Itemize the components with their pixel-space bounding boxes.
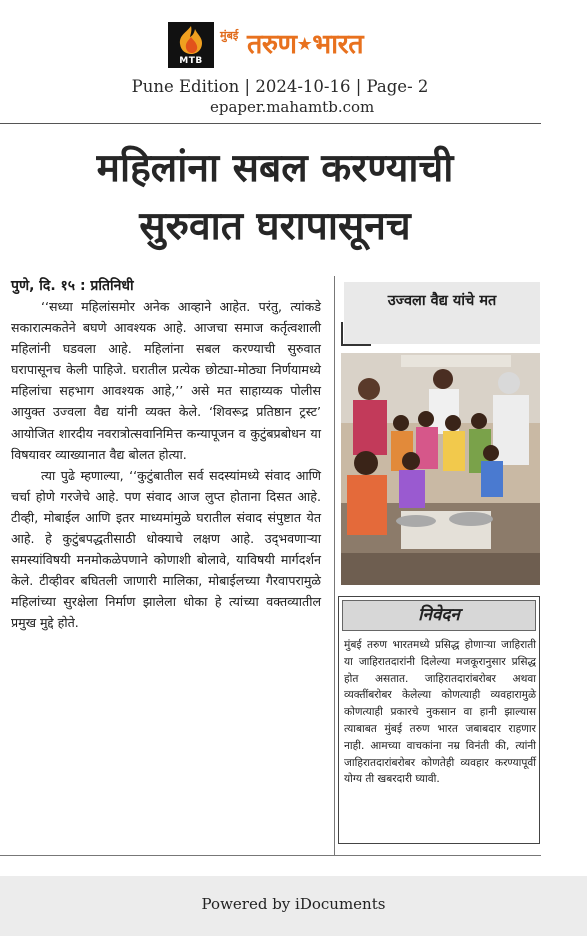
edition-info: Pune Edition | 2024-10-16 | Page- 2 — [131, 77, 429, 96]
photo-caption: उज्वला वैद्य यांचे मत — [344, 282, 540, 344]
logo-prefix: मुंबई — [220, 29, 239, 42]
article-paragraph-2: त्या पुढे म्हणाल्या, ‘‘कुटुंबातील सर्व सदस्यांमध्ये संवाद आणि चर्चा होणे गरजेचे आहे. पण संवाद आज लुप्त होताना दिसत आहे. टीव्ही, मोबाईल आणि इतर माध्यमांमुळे घरातील संवाद संपुष्टात येत आहे. हे कुटुंबपद्धतीसाठी धोक्याचे लक्षण आहे. उद्‌भवणाऱ्या समस्यांविषयी मनमोकळेपणाने कोणाशी बोलावे, याविषयी मार्गदर्शन केले. टीव्हीवर बघितली जाणारी मालिका, मोबाईलच्या गैरवापरामुळे महिलांच्या सुरक्षेला निर्माण झालेला धोका हे त्यांच्या वक्तव्यातील प्रमुख मुद्दे होते. — [11, 467, 321, 631]
newspaper-name-part2: भारत — [312, 29, 364, 60]
event-photo — [341, 353, 540, 585]
flame-icon — [174, 25, 208, 55]
powered-by-link[interactable]: Powered by iDocuments — [201, 895, 386, 913]
article-headline — [0, 140, 550, 256]
column-divider — [334, 276, 335, 856]
notice-box — [338, 596, 540, 844]
article-body — [11, 276, 321, 634]
footer — [0, 876, 587, 936]
header-divider — [0, 123, 541, 124]
notice-body: मुंबई तरुण भारतमध्ये प्रसिद्ध होणाऱ्या जाहिराती या जाहिरातदारांनी दिलेल्या मजकूरानुसार प्रसिद्ध होत असतात. जाहिरातदारांबरोबर अथवा व्यक्तींबरोबर केलेल्या कोणत्याही व्यवहारामुळे कोणत्याही प्रकारचे नुकसान वा हानी झाल्यास त्याबाबत मुंबई तरुण भारत जबाबदार राहणार नाही. आमच्या वाचकांना नम्र विनंती की, त्यांनी जाहिरातदारांबरोबर कोणतेही व्यवहार करण्यापूर्वी योग्य ती खबरदारी घ्यावी. — [344, 639, 536, 786]
star-icon: ★ — [296, 34, 313, 55]
mtb-logo — [168, 22, 214, 68]
article-paragraph-1: ‘‘सध्या महिलांसमोर अनेक आव्हाने आहेत. परंतु, त्यांकडे सकारात्मकतेने बघणे आवश्यक आहे. आजचा समाज कर्तृत्वशाली महिलांनी घडवला आहे. महिलांना सबल करण्याची सुरुवात घरापासूनच केली पाहिजे. घरातील प्रत्येक छोट्या-मोठ्या निर्णयामध्ये महिलांचा सहभाग आवश्यक आहे,’’ असे मत साहाय्यक पोलीस आयुक्त उज्वला वैद्य यांनी व्यक्त केले. ‘शिवरूद्र प्रतिष्ठान ट्रस्ट’ आयोजित शारदीय नवरात्रोत्सवानिमित्त कन्यापूजन व कुटुंबप्रबोधन या विषयावर व्याख्यानात वैद्य बोलत होत्या. — [11, 299, 321, 462]
newspaper-name-part1: तरुण — [247, 29, 297, 60]
masthead — [0, 0, 587, 125]
headline-line-2: सुरुवात घरापासूनच — [139, 204, 411, 249]
epaper-link[interactable]: epaper.mahamtb.com — [210, 98, 375, 116]
bottom-divider — [0, 855, 541, 856]
headline-line-1: महिलांना सबल करण्याची — [96, 146, 454, 191]
newspaper-name — [247, 24, 363, 61]
dateline: पुणे, दि. १५ : प्रतिनिधी — [11, 278, 134, 294]
logo-badge-text: MTB — [179, 56, 203, 66]
event-photo-illustration — [341, 353, 540, 585]
notice-heading: निवेदन — [342, 600, 536, 631]
